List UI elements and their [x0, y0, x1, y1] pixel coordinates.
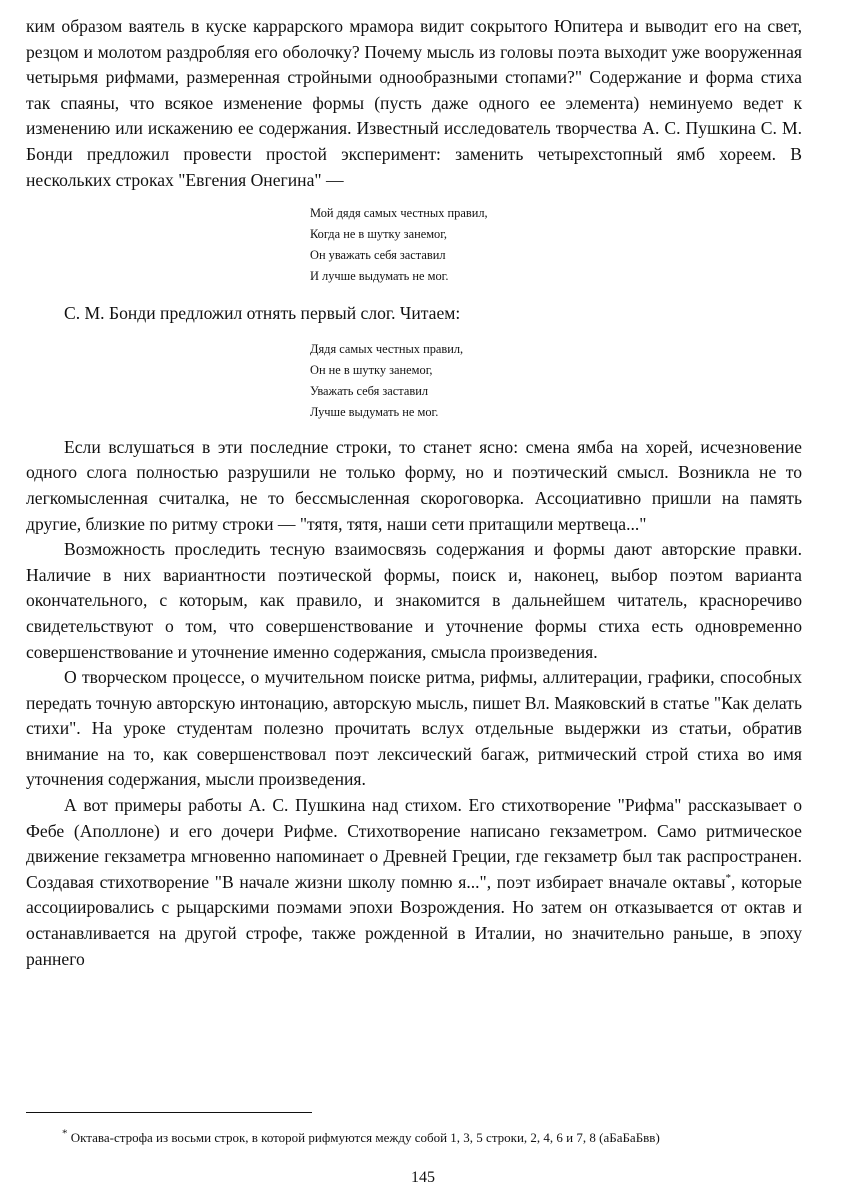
footnote-mark: * — [62, 1127, 68, 1140]
paragraph-6-text: А вот примеры работы А. С. Пушкина над стихом. Его стихотворение "Рифма" рассказывает о Фебе (Аполлоне) и его дочери Рифме. Стихотворение написано гекзаметром. Само ритмическое движение гекзаметра мгновенно напоминает о Древней Греции, где гекзаметр был так распространен. Создавая стихотворение "В начале жизни школу помню я...", поэт избирает вначале октавы — [26, 795, 802, 892]
verse-line: Дядя самых честных правил, — [310, 341, 464, 356]
paragraph-6 — [26, 793, 802, 972]
verse-line: Когда не в шутку занемог, — [310, 227, 448, 242]
page-number: 145 — [411, 1169, 435, 1186]
verse-modified — [310, 339, 802, 423]
verse-line: Лучше выдумать не мог. — [310, 404, 439, 419]
paragraph-6-text-continued: , которые ассоциировались с рыцарскими поэмами эпохи Возрождения. Но затем он отказывается от октав и останавливается на другой строфе, также рожденной в Италии, но значительно раньше, в эпоху раннего — [26, 871, 802, 969]
paragraph-4: Возможность проследить тесную взаимосвязь содержания и формы дают авторские правки. Наличие в них вариантности поэтической формы, поиск и, наконец, выбор поэтом варианта окончательного, с которым, как правило, и знакомится в дальнейшем читатель, красноречиво свидетельствуют о том, что совершенствование и уточнение формы стиха есть одновременно совершенствование и уточнение именно содержания, смысла произведения. — [26, 539, 802, 662]
footnote-divider — [26, 1112, 312, 1113]
body-text — [26, 14, 802, 972]
footnote — [26, 1128, 802, 1148]
verse-original — [310, 203, 802, 287]
footnote-text: Октава-строфа из восьми строк, в которой рифмуются между собой 1, 3, 5 строки, 2, 4, 6 и 7, 8 (аБаБаБвв) — [70, 1130, 660, 1145]
verse-line: И лучше выдумать не мог. — [310, 269, 449, 284]
verse-line: Он уважать себя заставил — [310, 248, 446, 263]
verse-line: Он не в шутку занемог, — [310, 362, 433, 377]
verse-line: Уважать себя заставил — [310, 383, 429, 398]
footnote-reference: * — [725, 871, 732, 884]
verse-line: Мой дядя самых честных правил, — [310, 206, 488, 221]
paragraph-3: Если вслушаться в эти последние строки, то станет ясно: смена ямба на хорей, исчезновение одного слога полностью разрушили не только форму, но и поэтический смысл. Возникла не то легкомысленная считалка, не то бессмысленная скороговорка. Ассоциативно пришли на память другие, близкие по ритму строки — "тятя, тятя, наши сети притащили мертвеца..." — [26, 436, 802, 534]
paragraph-1: ким образом ваятель в куске каррарского мрамора видит сокрытого Юпитера и выводит его на свет, резцом и молотом раздробляя его оболочку? Почему мысль из головы поэта выходит уже вооруженная четырьмя рифмами, размеренная стройными однообразными стопами?" Содержание и форма стиха так спаяны, что всякое изменение формы (пусть даже одного ее элемента) неминуемо ведет к изменению или искажению ее содержания. Известный исследователь творчества А. С. Пушкина С. М. Бонди предложил провести простой эксперимент: заменить четырехстопный ямб хореем. В нескольких строках "Евгения Онегина" — — [26, 16, 802, 190]
paragraph-2: С. М. Бонди предложил отнять первый слог. Читаем: — [64, 303, 461, 324]
paragraph-5: О творческом процессе, о мучительном поиске ритма, рифмы, аллитерации, графики, способных передать точную авторскую интонацию, авторскую мысль, пишет Вл. Маяковский в статье "Как делать стихи". На уроке студентам полезно прочитать вслух отдельные выдержки из статьи, обратив внимание на то, как совершенствовал поэт лексический багаж, ритмический строй стиха во имя уточнения содержания, мысли произведения. — [26, 667, 802, 790]
